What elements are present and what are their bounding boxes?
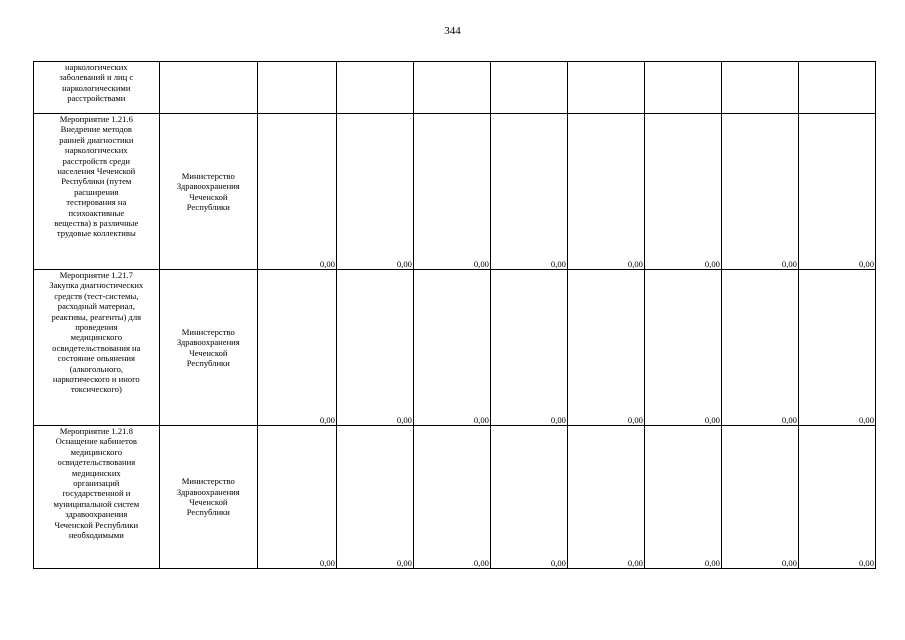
executor-line: Министерство (181, 476, 235, 487)
table-row (34, 114, 876, 270)
executor-line: Здравоохранения (176, 337, 240, 348)
event-name-line: Мероприятие 1.21.7 (59, 270, 133, 280)
event-name-line: Мероприятие 1.21.8 (59, 426, 133, 436)
value-cell (721, 62, 798, 114)
event-name-line: Республики (путем (61, 176, 132, 187)
event-name-line: Мероприятие 1.21.6 (59, 114, 133, 124)
value-cell: 0,00 (257, 114, 336, 270)
value-cell: 0,00 (721, 270, 798, 426)
event-name-line: расстройств среди (62, 155, 130, 166)
budget-table (33, 61, 876, 569)
event-name-line: ранней диагностики (59, 134, 134, 145)
value-cell (413, 62, 490, 114)
value-cell: 0,00 (336, 270, 413, 426)
value-cell (644, 62, 721, 114)
executor-line: Республики (186, 507, 230, 518)
event-name-cell (34, 62, 160, 114)
event-name-line: (алкогольного, (69, 363, 124, 374)
event-name-cell (34, 426, 160, 569)
value-cell: 0,00 (721, 426, 798, 569)
executor-line: Министерство (181, 170, 235, 181)
event-name-line: состояние опьянения (57, 353, 135, 364)
value-cell: 0,00 (257, 270, 336, 426)
executor-line: Чеченской (189, 191, 228, 202)
event-name-line: здравоохранения (65, 509, 128, 520)
event-name-line: вещества) в различные (54, 218, 139, 229)
event-name-line: заболеваний и лиц с (59, 72, 134, 83)
value-cell: 0,00 (336, 426, 413, 569)
event-name-line: наркологических (65, 62, 128, 72)
event-name-line: средств (тест-системы, (54, 290, 139, 301)
value-cell: 0,00 (413, 114, 490, 270)
event-name-line: Внедрение методов (60, 124, 132, 135)
value-cell: 0,00 (567, 426, 644, 569)
table-row (34, 426, 876, 569)
event-name-line: расстройствами (67, 93, 126, 104)
value-cell: 0,00 (798, 114, 875, 270)
event-name-line: расширения (74, 186, 119, 197)
value-cell (490, 62, 567, 114)
event-name-line: расходный материал, (57, 301, 135, 312)
event-name-line: наркологическими (62, 82, 131, 93)
value-cell: 0,00 (644, 426, 721, 569)
event-name-line: наркотического и иного (52, 374, 140, 385)
executor-line: Республики (186, 201, 230, 212)
event-name-line: медицинского (70, 446, 122, 457)
event-name-line: Оснащение кабинетов (55, 436, 137, 447)
executor-cell (159, 62, 257, 114)
executor-line: Здравоохранения (176, 181, 240, 192)
value-cell: 0,00 (644, 270, 721, 426)
executor-line: Чеченской (189, 497, 228, 507)
table-body (34, 62, 876, 569)
value-cell: 0,00 (490, 270, 567, 426)
executor-line: Здравоохранения (176, 486, 240, 497)
event-name-line: проведения (75, 322, 118, 333)
event-name-line: Чеченской Республики (54, 519, 139, 530)
event-name-line: освидетельствования (57, 457, 136, 468)
value-cell: 0,00 (567, 270, 644, 426)
event-name-line: освидетельствования на (52, 342, 141, 353)
value-cell: 0,00 (257, 426, 336, 569)
executor-line: Республики (186, 357, 230, 368)
value-cell: 0,00 (721, 114, 798, 270)
value-cell: 0,00 (644, 114, 721, 270)
event-name-line: государственной и (62, 488, 131, 499)
event-name-line: наркологических (65, 145, 128, 156)
executor-cell (159, 426, 257, 569)
executor-line: Министерство (181, 326, 235, 337)
table-row (34, 62, 876, 114)
table-row (34, 270, 876, 426)
executor-cell (159, 114, 257, 270)
event-name-line: организаций (73, 478, 120, 489)
value-cell (798, 62, 875, 114)
value-cell (336, 62, 413, 114)
value-cell: 0,00 (413, 426, 490, 569)
page-number: 344 (444, 25, 461, 37)
value-cell: 0,00 (798, 270, 875, 426)
executor-cell (159, 270, 257, 426)
value-cell: 0,00 (567, 114, 644, 270)
value-cell (257, 62, 336, 114)
event-name-cell (34, 114, 160, 270)
event-name-line: трудовые коллективы (56, 228, 136, 239)
value-cell: 0,00 (490, 426, 567, 569)
event-name-line: населения Чеченской (57, 166, 136, 177)
value-cell: 0,00 (490, 114, 567, 270)
event-name-line: психоактивные (68, 207, 125, 218)
value-cell: 0,00 (798, 426, 875, 569)
event-name-line: тестирования на (66, 197, 127, 208)
value-cell: 0,00 (336, 114, 413, 270)
event-name-line: Закупка диагностических (49, 280, 144, 291)
event-name-line: реактивы, реагенты) для (51, 311, 142, 322)
value-cell: 0,00 (413, 270, 490, 426)
event-name-line: медицинских (71, 467, 121, 478)
value-cell (567, 62, 644, 114)
event-name-line: медицинского (70, 332, 122, 343)
event-name-line: муниципальной систем (53, 498, 140, 509)
event-name-line: токсического) (70, 384, 122, 395)
event-name-line: необходимыми (68, 530, 124, 541)
executor-line: Чеченской (189, 347, 228, 358)
event-name-cell (34, 270, 160, 426)
